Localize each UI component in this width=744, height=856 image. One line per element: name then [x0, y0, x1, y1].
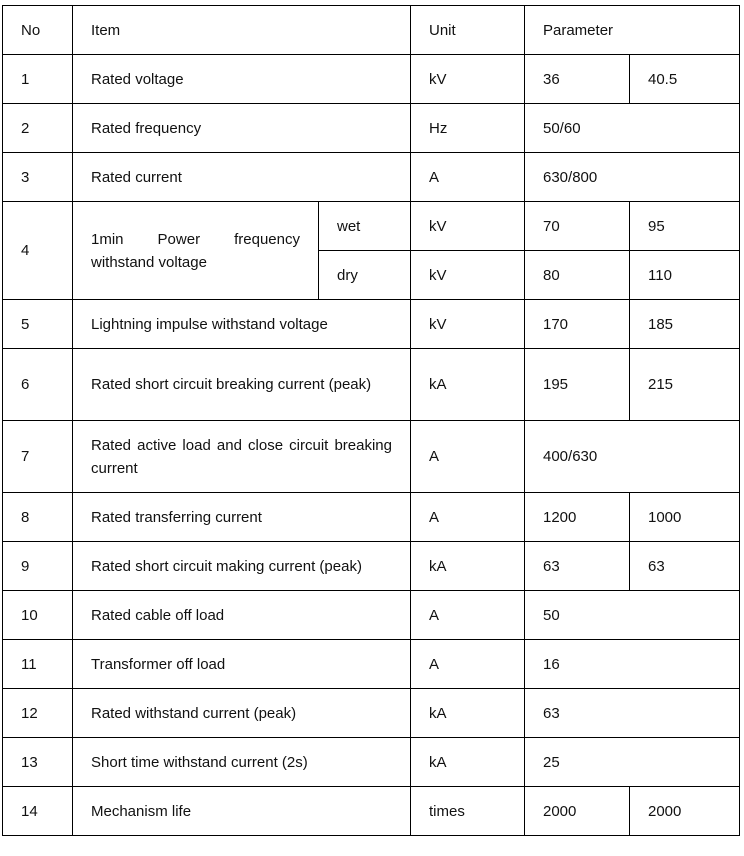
row-item: Rated cable off load [73, 591, 411, 640]
row-unit: kA [411, 738, 525, 787]
row-unit: kA [411, 689, 525, 738]
row-item: Rated transferring current [73, 493, 411, 542]
row-value-2: 40.5 [630, 55, 740, 104]
table-row [3, 300, 740, 349]
row-no: 10 [3, 591, 73, 640]
row-no: 7 [3, 421, 73, 493]
row-value: 400/630 [525, 421, 740, 493]
row-unit: kV [411, 251, 525, 300]
row-unit: A [411, 640, 525, 689]
table-row [3, 493, 740, 542]
row-item: Rated voltage [73, 55, 411, 104]
row-value-1: 1200 [525, 493, 630, 542]
row-value-1: 70 [525, 202, 630, 251]
header-parameter: Parameter [525, 6, 740, 55]
row-no: 14 [3, 787, 73, 836]
row-item: Rated frequency [73, 104, 411, 153]
table-row [3, 104, 740, 153]
row-value-1: 170 [525, 300, 630, 349]
row-unit: kV [411, 55, 525, 104]
row-value-2: 63 [630, 542, 740, 591]
row-value-1: 63 [525, 542, 630, 591]
row-item: Rated short circuit breaking current (peak) [73, 349, 411, 421]
row-value: 630/800 [525, 153, 740, 202]
row-item: Lightning impulse withstand voltage [73, 300, 411, 349]
row-unit: kV [411, 202, 525, 251]
row-value-2: 185 [630, 300, 740, 349]
row-no: 11 [3, 640, 73, 689]
header-row [3, 6, 740, 55]
row-value-2: 110 [630, 251, 740, 300]
table-row [3, 421, 740, 493]
row-item: 1min Power frequency withstand voltage [73, 202, 319, 300]
row-value-2: 215 [630, 349, 740, 421]
table-row [3, 202, 740, 251]
row-value-1: 80 [525, 251, 630, 300]
row-item: Mechanism life [73, 787, 411, 836]
row-value: 63 [525, 689, 740, 738]
row-item: Transformer off load [73, 640, 411, 689]
row-unit: A [411, 421, 525, 493]
table-row [3, 689, 740, 738]
row-unit: Hz [411, 104, 525, 153]
row-unit: times [411, 787, 525, 836]
row-unit: kA [411, 542, 525, 591]
table-row [3, 542, 740, 591]
header-no: No [3, 6, 73, 55]
table-row [3, 153, 740, 202]
row-unit: kV [411, 300, 525, 349]
row-no: 9 [3, 542, 73, 591]
row-item: Rated short circuit making current (peak) [73, 542, 411, 591]
row-no: 1 [3, 55, 73, 104]
row-unit: kA [411, 349, 525, 421]
row-no: 3 [3, 153, 73, 202]
table-row [3, 738, 740, 787]
row-value-2: 1000 [630, 493, 740, 542]
table-row [3, 591, 740, 640]
row-value-1: 2000 [525, 787, 630, 836]
row-item: Rated withstand current (peak) [73, 689, 411, 738]
row-no: 5 [3, 300, 73, 349]
row-item: Rated active load and close circuit breaking current [73, 421, 411, 493]
table-row [3, 640, 740, 689]
row-value-2: 2000 [630, 787, 740, 836]
table-row [3, 349, 740, 421]
row-no: 2 [3, 104, 73, 153]
row-value: 50/60 [525, 104, 740, 153]
row-item: Rated current [73, 153, 411, 202]
row-value-2: 95 [630, 202, 740, 251]
row-unit: A [411, 153, 525, 202]
row-item: Short time withstand current (2s) [73, 738, 411, 787]
sub-label-wet: wet [319, 202, 411, 251]
row-no: 13 [3, 738, 73, 787]
header-unit: Unit [411, 6, 525, 55]
header-item: Item [73, 6, 411, 55]
row-value: 16 [525, 640, 740, 689]
row-value-1: 36 [525, 55, 630, 104]
row-no: 4 [3, 202, 73, 300]
row-value-1: 195 [525, 349, 630, 421]
sub-label-dry: dry [319, 251, 411, 300]
row-unit: A [411, 493, 525, 542]
table-row [3, 787, 740, 836]
row-no: 6 [3, 349, 73, 421]
row-unit: A [411, 591, 525, 640]
row-no: 8 [3, 493, 73, 542]
row-value: 50 [525, 591, 740, 640]
row-value: 25 [525, 738, 740, 787]
parameter-table [2, 5, 740, 836]
row-no: 12 [3, 689, 73, 738]
table-row [3, 55, 740, 104]
